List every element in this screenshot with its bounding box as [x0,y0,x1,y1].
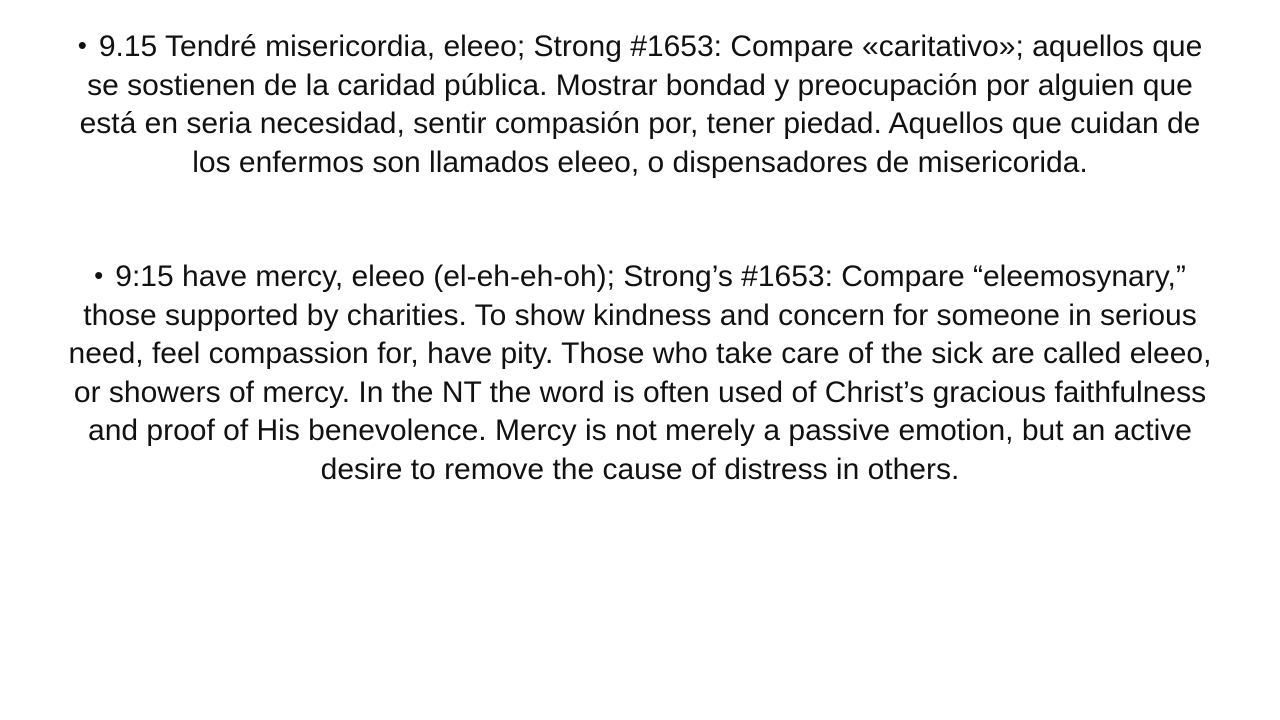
bullet-item-english [40,258,1240,489]
bullet-text-english: • 9:15 have mercy, eleeo (el-eh-eh-oh); Strong’s #1653: Compare “eleemosynary,” those supported by charities. To show kindness and concern for someone in serious need, feel compassion for, have pity. Those who take care of the sick are called eleeo, or showers of mercy. In the NT the word is often used of Christ’s gracious faithfulness and proof of His benevolence. Mercy is not merely a passive emotion, but an active desire to remove the cause of distress in others. [69,260,1212,486]
bullet-list [40,28,1240,489]
bullet-item-spanish [40,28,1240,182]
bullet-text-spanish: • 9.15 Tendré misericordia, eleeo; Strong #1653: Compare «caritativo»; aquellos que se sostienen de la caridad pública. Mostrar bondad y preocupación por alguien que está en seria necesidad, sentir compasión por, tener piedad. Aquellos que cuidan de los enfermos son llamados eleeo, o dispensadores de misericorida. [78,30,1203,179]
